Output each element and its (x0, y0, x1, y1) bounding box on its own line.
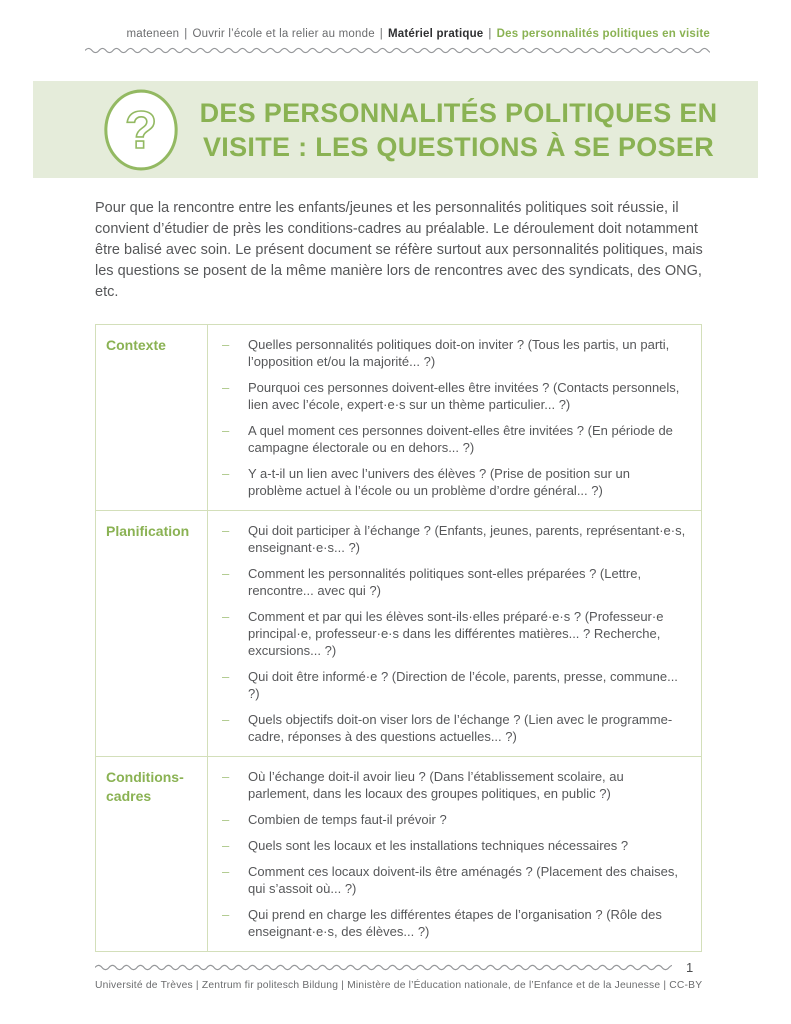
footer-credits: Université de Trèves | Zentrum fir politesch Bildung | Ministère de l’Éducation nationale, de l’Enfance et de la Jeunesse | CC-BY (95, 980, 703, 991)
row-label: Conditions-cadres (106, 769, 184, 804)
bullet-item (222, 837, 687, 854)
breadcrumb-separator: | (488, 28, 492, 40)
bullet-item (222, 379, 687, 413)
dash-bullet-icon: – (222, 380, 230, 395)
page-title-line2: VISITE : LES QUESTIONS À SE POSER (203, 131, 714, 162)
row-items-cell (208, 757, 701, 951)
dash-bullet-icon: – (222, 838, 230, 853)
bullet-text: Qui prend en charge les différentes étapes de l’organisation ? (Rôle des enseignant·e·s, des élèves... ?) (248, 907, 662, 939)
page-title (179, 96, 738, 164)
bullet-text: Quels objectifs doit-on viser lors de l’échange ? (Lien avec le programme-cadre, réponses à des questions actuelles... ?) (248, 712, 673, 744)
dash-bullet-icon: – (222, 566, 230, 581)
dash-bullet-icon: – (222, 812, 230, 827)
breadcrumb (85, 28, 710, 40)
breadcrumb-brand: mateneen (126, 28, 180, 40)
breadcrumb-separator: | (184, 28, 188, 40)
bullet-text: Comment les personnalités politiques sont-elles préparées ? (Lettre, rencontre... avec qui ?) (248, 566, 642, 598)
dash-bullet-icon: – (222, 769, 230, 784)
bullet-item (222, 863, 687, 897)
bullet-text: Quels sont les locaux et les installations techniques nécessaires ? (248, 838, 629, 853)
intro-paragraph: Pour que la rencontre entre les enfants/jeunes et les personnalités politiques soit réussie, il convient d’étudier de près les conditions-cadres au préalable. Le déroulement doit notamment être balisé avec soin. Le présent document se réfère surtout aux personnalités politiques, mais les questions se posent de la même manière lors de rencontres avec des syndicats, des ONG, etc. (95, 200, 703, 300)
questions-table (95, 324, 702, 952)
breadcrumb-tagline: Ouvrir l’école et la relier au monde (192, 28, 375, 40)
bullet-item (222, 565, 687, 599)
dash-bullet-icon: – (222, 712, 230, 727)
bullet-item (222, 768, 687, 802)
wavy-divider-top (85, 46, 710, 55)
row-label-cell (96, 511, 208, 756)
row-items-cell (208, 325, 701, 510)
bullet-text: Combien de temps faut-il prévoir ? (248, 812, 447, 827)
dash-bullet-icon: – (222, 609, 230, 624)
bullet-text: Qui doit participer à l’échange ? (Enfants, jeunes, parents, représentant·e·s, enseignant·e·s... ?) (248, 523, 686, 555)
breadcrumb-separator: | (379, 28, 383, 40)
svg-text:?: ? (124, 100, 158, 160)
footer-rule (95, 960, 702, 975)
dash-bullet-icon: – (222, 669, 230, 684)
bullet-item (222, 711, 687, 745)
table-row (96, 756, 701, 951)
breadcrumb-current: Des personnalités politiques en visite (496, 28, 710, 40)
dash-bullet-icon: – (222, 907, 230, 922)
bullet-item (222, 608, 687, 659)
dash-bullet-icon: – (222, 337, 230, 352)
title-banner (33, 81, 758, 178)
bullet-item (222, 336, 687, 370)
row-label: Contexte (106, 337, 166, 353)
page-number: 1 (686, 960, 694, 975)
bullet-text: Quelles personnalités politiques doit-on inviter ? (Tous les partis, un parti, l’opposition et/ou la majorité... ?) (248, 337, 670, 369)
bullet-text: Qui doit être informé·e ? (Direction de l’école, parents, presse, commune... ?) (248, 669, 678, 701)
bullet-text: Où l’échange doit-il avoir lieu ? (Dans l’établissement scolaire, au parlement, dans les locaux des groupes politiques, en public ?) (248, 769, 624, 801)
dash-bullet-icon: – (222, 523, 230, 538)
dash-bullet-icon: – (222, 864, 230, 879)
bullet-text: Pourquoi ces personnes doivent-elles être invitées ? (Contacts personnels, lien avec l’école, expert·e·s sur un thème particulier... ?) (248, 380, 680, 412)
bullet-item (222, 465, 687, 499)
row-label: Planification (106, 523, 190, 539)
row-items-cell (208, 511, 701, 756)
table-row (96, 510, 701, 756)
wavy-divider-bottom (95, 963, 672, 972)
bullet-item (222, 422, 687, 456)
bullet-text: Y a-t-il un lien avec l’univers des élèves ? (Prise de position sur un problème actuel à l’école ou un problème d’ordre général... ?) (248, 466, 631, 498)
bullet-item (222, 906, 687, 940)
bullet-item (222, 522, 687, 556)
bullet-text: Comment et par qui les élèves sont-ils·elles préparé·e·s ? (Professeur·e principal·e, professeur·e·s dans les différentes matières... ? Recherche, excursions... ?) (248, 609, 664, 658)
table-row (96, 325, 701, 510)
dash-bullet-icon: – (222, 466, 230, 481)
breadcrumb-section: Matériel pratique (387, 28, 484, 40)
bullet-text: A quel moment ces personnes doivent-elles être invitées ? (En période de campagne électorale ou en dehors... ?) (248, 423, 673, 455)
dash-bullet-icon: – (222, 423, 230, 438)
row-label-cell (96, 325, 208, 510)
page-title-line1: DES PERSONNALITÉS POLITIQUES EN (199, 97, 718, 128)
bullet-text: Comment ces locaux doivent-ils être aménagés ? (Placement des chaises, qui s’assoit où... ?) (248, 864, 678, 896)
row-label-cell (96, 757, 208, 951)
bullet-item (222, 668, 687, 702)
bullet-item (222, 811, 687, 828)
question-mark-icon (103, 88, 179, 172)
